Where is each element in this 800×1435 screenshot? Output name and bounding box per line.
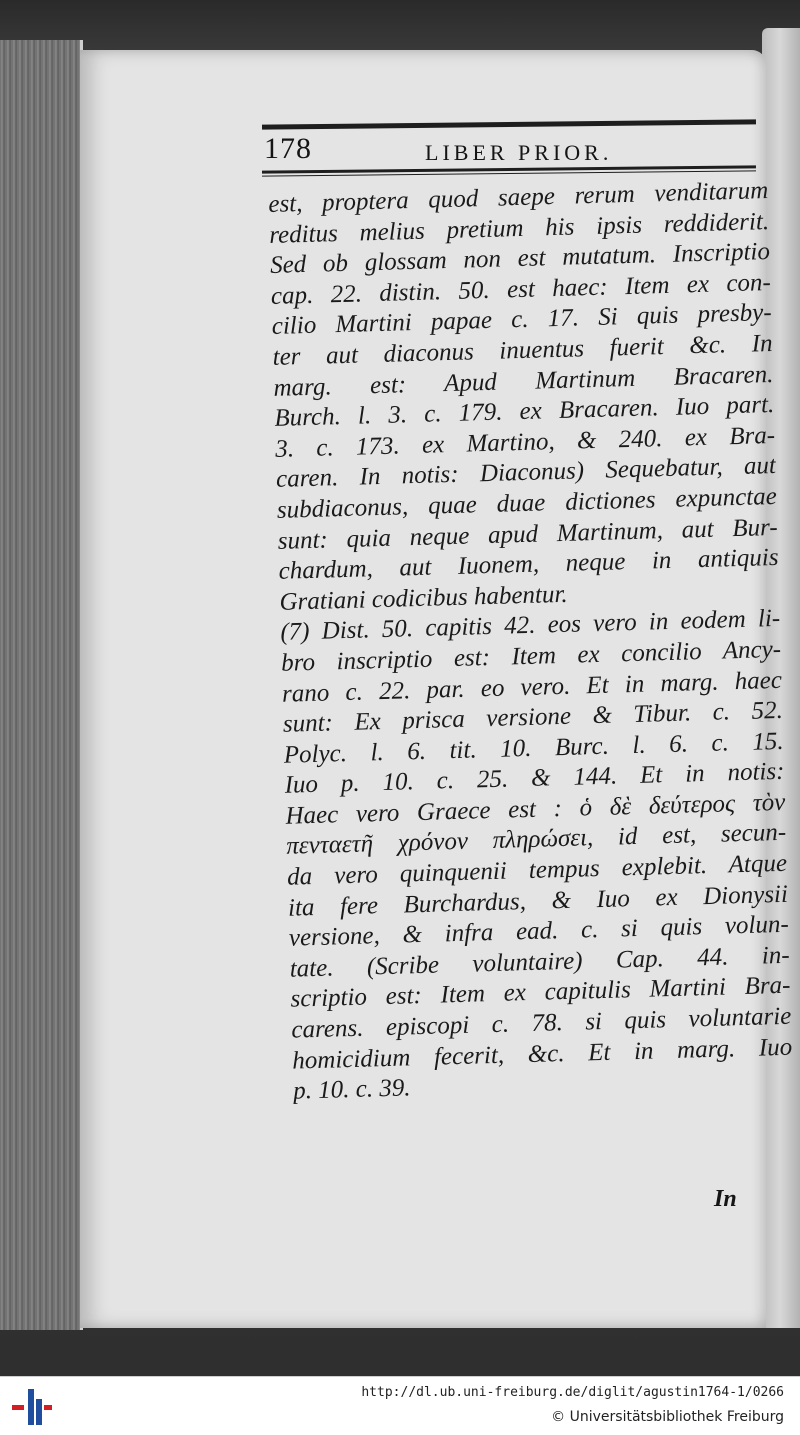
logo-bar-red-right: [44, 1405, 52, 1410]
text-line: da vero quinquenii tempus explebit. Atque: [286, 849, 788, 891]
text-line: chardum, aut Iuonem, neque in antiquis: [278, 544, 779, 585]
text-line: scriptio est: Item ex capitulis Martini Bra-: [290, 972, 791, 1014]
text-line: ter aut diaconus inuentus fuerit &c. In: [272, 329, 773, 371]
book-page-edges: [0, 40, 83, 1330]
text-line: rano c. 22. par. eo vero. Et in marg. haec: [281, 666, 783, 708]
text-line: versione, & infra ead. c. si quis volun-: [288, 911, 790, 952]
text-line: Iuo p. 10. c. 25. & 144. Et in notis:: [284, 758, 785, 800]
text-line: caren. In notis: Diaconus) Sequebatur, aut: [275, 452, 777, 494]
text-line: ita fere Burchardus, & Iuo ex Dionysii: [287, 880, 789, 922]
logo-bar-blue-short: [36, 1399, 42, 1425]
text-line: p. 10. c. 39.: [292, 1074, 411, 1105]
copyright-notice: © Universitätsbibliothek Freiburg: [551, 1409, 784, 1425]
text-line: homicidium fecerit, &c. Et in marg. Iuo: [291, 1033, 793, 1075]
footer-bar: [0, 1376, 800, 1435]
text-line: sunt: quia neque apud Martinum, aut Bur-: [277, 513, 778, 555]
note-7-first-line: (7) Dist. 50. capitis 42. eos vero in eodem li-: [279, 605, 781, 647]
logo-bar-red-left: [12, 1405, 24, 1410]
text-line: Burch. l. 3. c. 179. ex Bracaren. Iuo part.: [274, 391, 775, 433]
permalink-url[interactable]: http://dl.ub.uni-freiburg.de/diglit/agustin1764-1/0266: [361, 1385, 784, 1400]
running-head: LIBER PRIOR.: [425, 140, 613, 165]
text-line: tate. (Scribe voluntaire) Cap. 44. in-: [289, 941, 790, 983]
text-line: marg. est: Apud Martinum Bracaren.: [273, 360, 774, 402]
logo-bar-blue-tall: [28, 1389, 34, 1425]
text-line: reditus melius pretium his ipsis reddiderit.: [268, 207, 770, 249]
text-line: Haec vero Graece est : ὁ δὲ δεύτερος τὸν: [285, 788, 786, 830]
text-line: Polyc. l. 6. tit. 10. Burc. l. 6. c. 15.: [283, 727, 784, 769]
catchword: In: [714, 1186, 737, 1212]
text-line: subdiaconus, quae duae dictiones expunctae: [276, 482, 778, 524]
body-text: [268, 176, 793, 1107]
text-line: est, proptera quod saepe rerum venditarum: [268, 177, 769, 218]
text-line: Gratiani codicibus habentur.: [279, 580, 568, 616]
text-line: 3. c. 173. ex Martino, & 240. ex Bra-: [274, 421, 776, 463]
text-line: Sed ob glossam non est mutatum. Inscriptio: [269, 238, 771, 280]
text-line: cilio Martini papae c. 17. Si quis presby-: [271, 299, 773, 341]
text-line: sunt: Ex prisca versione & Tibur. c. 52.: [282, 696, 784, 738]
text-line: πενταετῆ χρόνον πληρώσει, id est, secun-: [285, 819, 787, 861]
ub-freiburg-logo-icon[interactable]: [12, 1389, 52, 1425]
text-line: cap. 22. distin. 50. est haec: Item ex con-: [270, 268, 772, 310]
page-number: 178: [264, 132, 312, 165]
text-line: bro inscriptio est: Item ex concilio Ancy-: [280, 635, 782, 677]
text-line: carens. episcopi c. 78. si quis voluntarie: [291, 1002, 792, 1044]
